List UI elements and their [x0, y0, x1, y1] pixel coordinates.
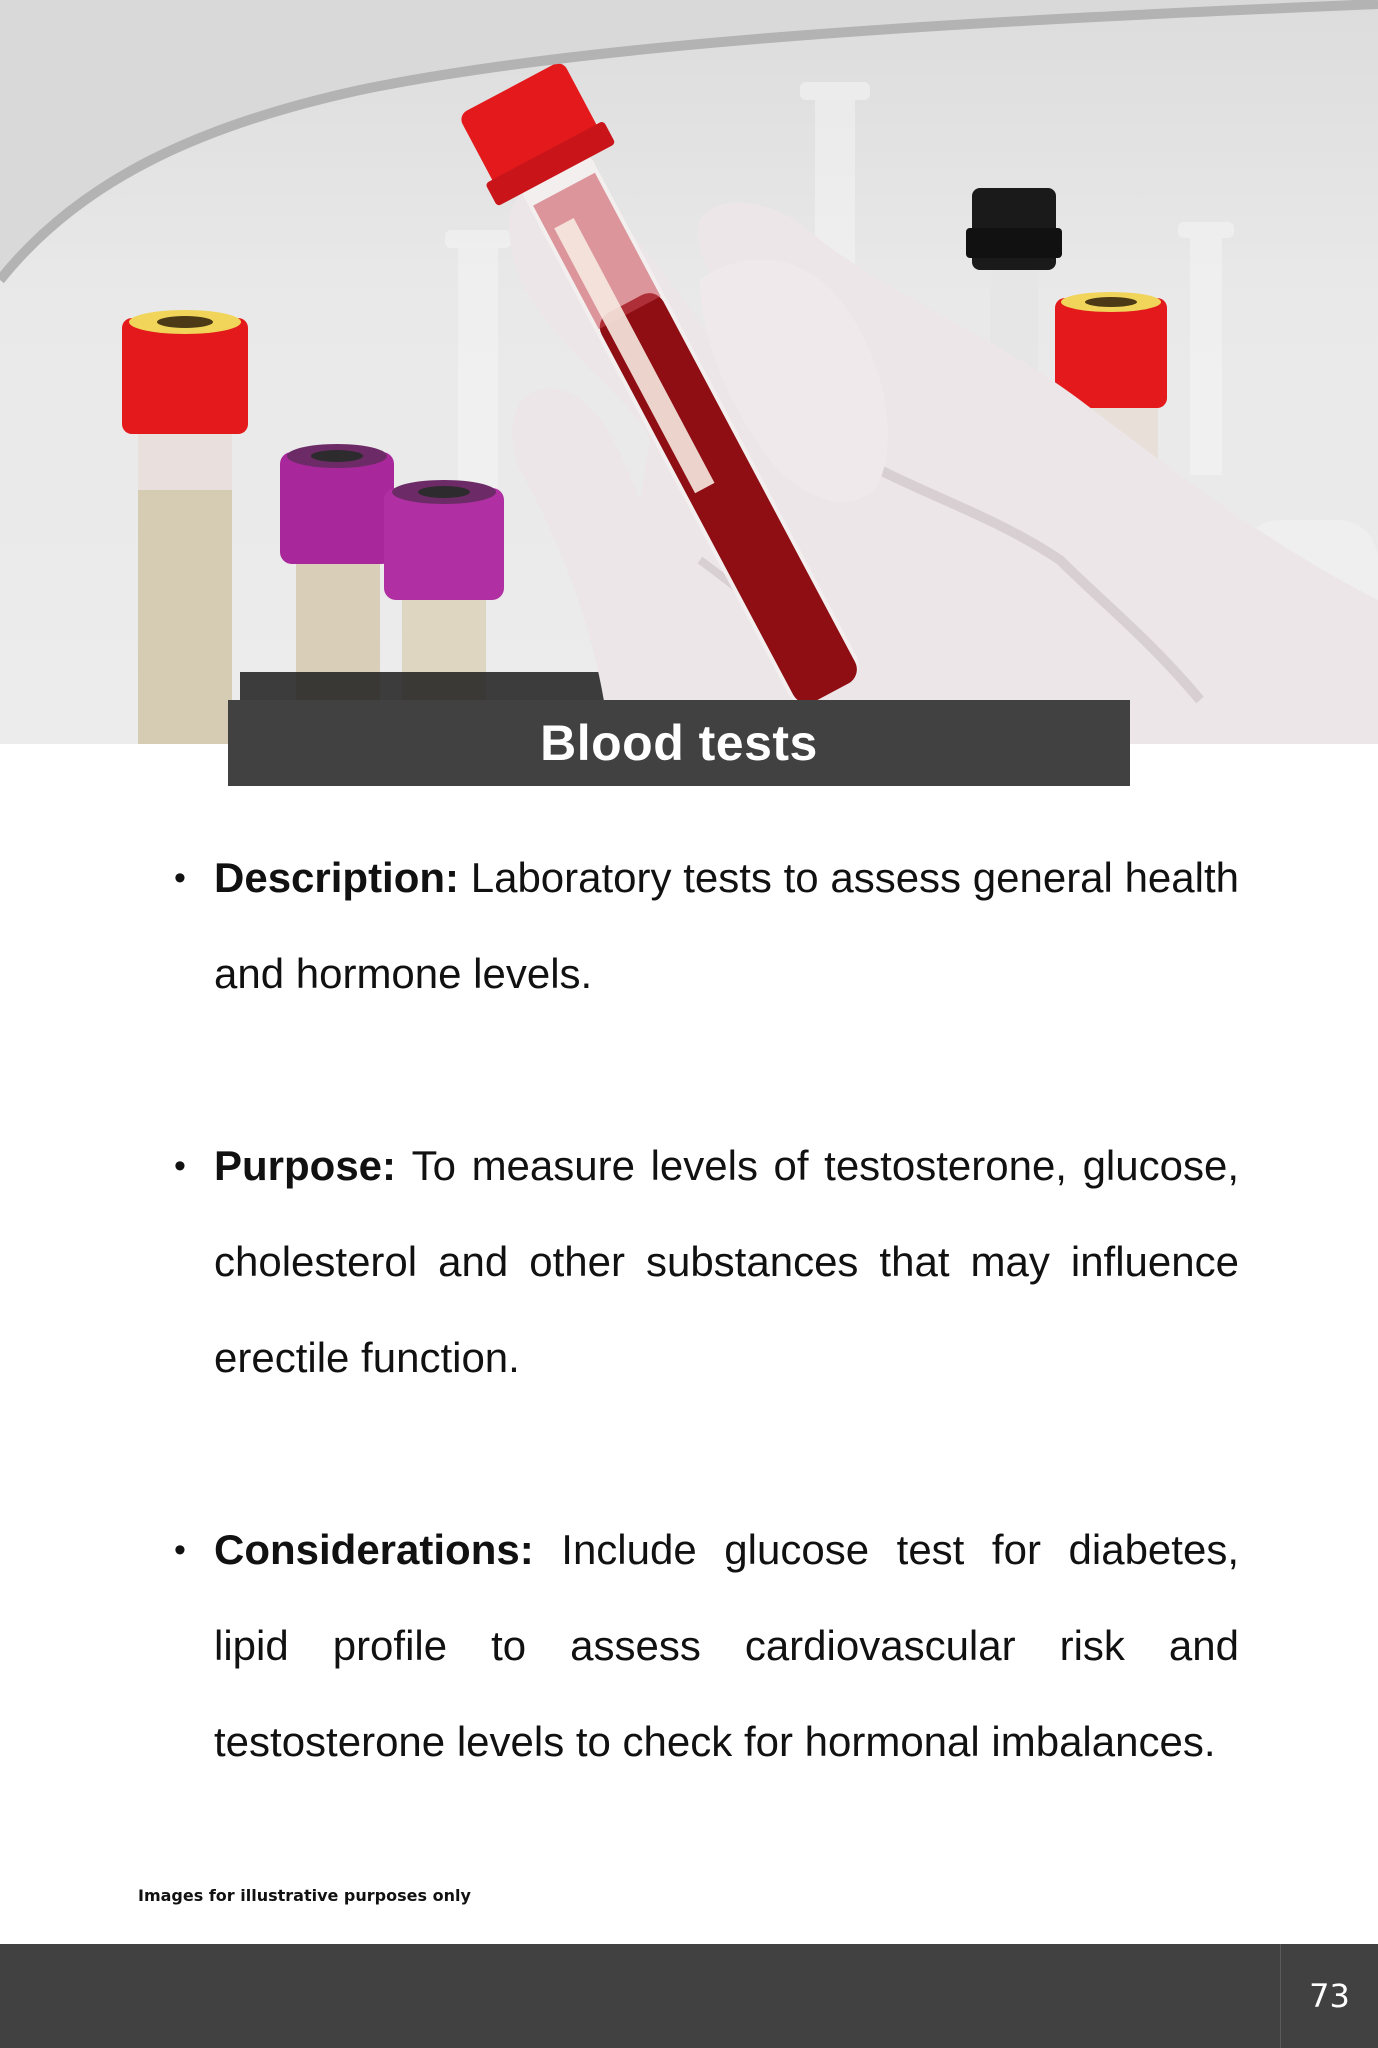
page-number-box	[1280, 1944, 1378, 2048]
image-disclaimer: Images for illustrative purposes only	[138, 1886, 471, 1905]
bullet-list	[214, 830, 1239, 1886]
list-item	[214, 830, 1239, 1022]
bullet-term: Considerations:	[214, 1526, 562, 1573]
bullet-term: Purpose:	[214, 1142, 412, 1189]
bullet-text: Include glucose test for diabetes, lipid profile to assess cardiovascular risk and testosterone levels to check for hormonal imbalances.	[214, 1526, 1239, 1765]
list-item	[214, 1502, 1239, 1790]
blood-tube-illustration	[0, 0, 1378, 744]
list-item	[214, 1118, 1239, 1406]
red-cap-tube-left	[122, 310, 248, 744]
bullet-text: To measure levels of testosterone, glucose, cholesterol and other substances that may influence erectile function.	[214, 1142, 1239, 1381]
page-title: Blood tests	[540, 715, 818, 771]
bullet-text: Laboratory tests to assess general health and hormone levels.	[214, 854, 1239, 997]
title-banner	[228, 700, 1130, 786]
bullet-term: Description:	[214, 854, 471, 901]
footer-bar	[0, 1944, 1378, 2048]
hero-photo	[0, 0, 1378, 744]
page-number: 73	[1309, 1977, 1350, 2015]
